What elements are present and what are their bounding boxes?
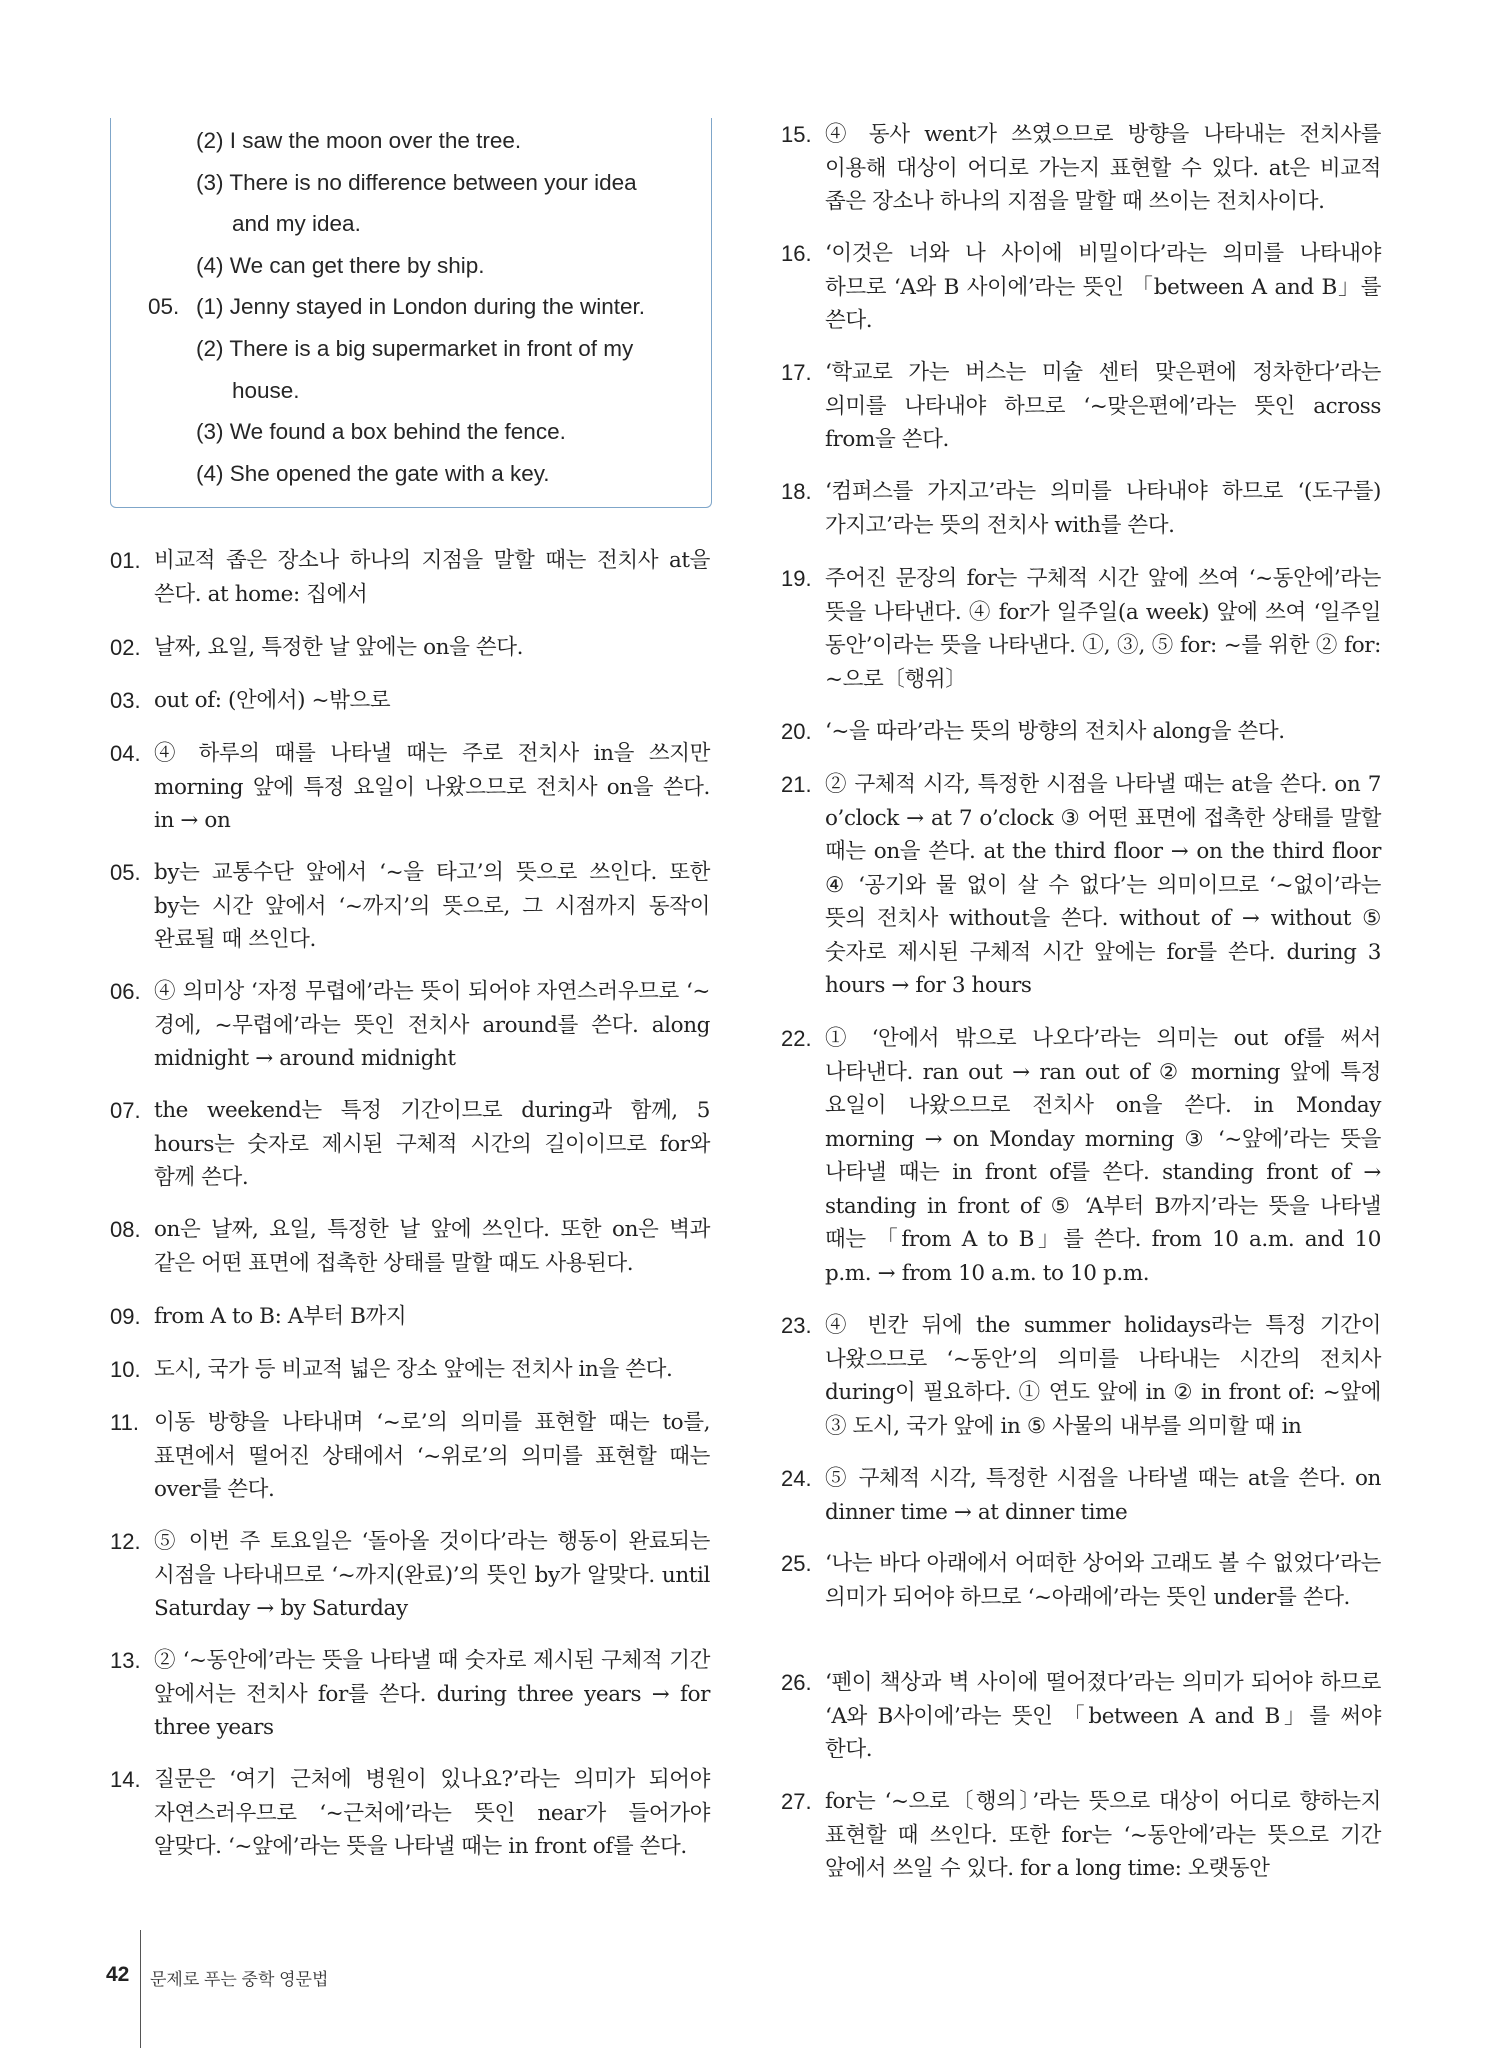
answer-item: [781, 237, 1383, 338]
item-number: 24.: [781, 1466, 812, 1491]
item-text: 도시, 국가 등 비교적 넓은 장소 앞에는 전치사 in을 쓴다.: [154, 1357, 673, 1382]
item-number: 17.: [781, 360, 812, 385]
box-line: [148, 328, 718, 370]
answer-item: [781, 768, 1383, 1003]
answer-item: [781, 356, 1383, 457]
answer-item: [781, 1547, 1383, 1614]
answer-item: [781, 1785, 1383, 1886]
item-number: 10.: [110, 1357, 141, 1382]
box-line: [148, 370, 718, 412]
item-number: 14.: [110, 1767, 141, 1792]
answer-item: [110, 1763, 712, 1864]
answer-item: [781, 1666, 1383, 1767]
answer-item: [110, 1644, 712, 1745]
answer-item: [110, 1406, 712, 1507]
item-number: 15.: [781, 122, 812, 147]
box-line-text: house.: [232, 377, 300, 403]
box-line: [148, 245, 718, 287]
box-line-text: and my idea.: [232, 211, 361, 237]
item-number: 11.: [110, 1410, 139, 1435]
box-line: [148, 120, 718, 162]
answer-item: [110, 1300, 712, 1334]
answer-item: [781, 562, 1383, 696]
item-text: the weekend는 특정 기간이므로 during과 함께, 5 hours는 숫자로 제시된 구체적 시간의 길이이므로 for와 함께 쓴다.: [154, 1098, 710, 1190]
item-number: 01.: [110, 548, 141, 573]
answer-item: [110, 1525, 712, 1626]
item-text: ④ 빈칸 뒤에 the summer holidays라는 특정 기간이 나왔으므로 ‘~동안’의 의미를 나타내는 시간의 전치사 during이 필요하다. ① 연도 앞에 in ② in front of: ~앞에 ③ 도시, 국가 앞에 in ⑤ 사물의 내부를 의미할 때 in: [825, 1313, 1381, 1439]
page-number: 42: [106, 1963, 130, 1986]
item-number: 16.: [781, 241, 812, 266]
item-text: ④ 의미상 ‘자정 무렵에’라는 뜻이 되어야 자연스러우므로 ‘~경에, ~무렵에’라는 뜻인 전치사 around를 쓴다. along midnight → around midnight: [154, 979, 710, 1071]
item-text: by는 교통수단 앞에서 ‘~을 타고’의 뜻으로 쓰인다. 또한 by는 시간 앞에서 ‘~까지’의 뜻으로, 그 시점까지 동작이 완료될 때 쓰인다.: [154, 860, 710, 952]
item-text: ‘나는 바다 아래에서 어떠한 상어와 고래도 볼 수 없었다’라는 의미가 되어야 하므로 ‘~아래에’라는 뜻인 under를 쓴다.: [825, 1551, 1381, 1610]
answer-item: [110, 631, 712, 665]
box-line-text: (3) There is no difference between your idea: [196, 169, 637, 195]
box-line-text: (2) There is a big supermarket in front of my: [196, 335, 634, 361]
box-line-text: (3) We found a box behind the fence.: [196, 419, 566, 445]
box-line: [148, 453, 718, 495]
footer-divider: [140, 1930, 141, 2048]
item-text: 날짜, 요일, 특정한 날 앞에는 on을 쓴다.: [154, 635, 524, 660]
box-line-text: (4) We can get there by ship.: [196, 252, 485, 278]
answer-box: [148, 120, 718, 494]
box-line: [148, 162, 718, 204]
answer-item: [781, 118, 1383, 219]
item-text: ‘컴퍼스를 가지고’라는 의미를 나타내야 하므로 ‘(도구를) 가지고’라는 뜻의 전치사 with를 쓴다.: [825, 479, 1381, 538]
item-text: 비교적 좁은 장소나 하나의 지점을 말할 때는 전치사 at을 쓴다. at home: 집에서: [154, 548, 710, 607]
item-number: 20.: [781, 719, 812, 744]
item-number: 09.: [110, 1304, 141, 1329]
item-number: 18.: [781, 479, 812, 504]
box-line: [148, 411, 718, 453]
answer-item: [110, 856, 712, 957]
item-text: ⑤ 이번 주 토요일은 ‘돌아올 것이다’라는 행동이 완료되는 시점을 나타내므로 ‘~까지(완료)’의 뜻인 by가 알맞다. until Saturday → by Saturday: [154, 1529, 710, 1621]
answer-item: [110, 737, 712, 838]
answer-item: [781, 1022, 1383, 1290]
answer-item: [110, 544, 712, 611]
item-number: 27.: [781, 1789, 812, 1814]
item-number: 02.: [110, 635, 141, 660]
item-text: out of: (안에서) ~밖으로: [154, 688, 391, 713]
item-text: 이동 방향을 나타내며 ‘~로’의 의미를 표현할 때는 to를, 표면에서 떨어진 상태에서 ‘~위로’의 의미를 표현할 때는 over를 쓴다.: [154, 1410, 710, 1502]
item-number: 08.: [110, 1217, 141, 1242]
item-text: for는 ‘~으로〔행의〕’라는 뜻으로 대상이 어디로 향하는지 표현할 때 쓰인다. 또한 for는 ‘~동안에’라는 뜻으로 기간 앞에서 쓰일 수 있다. for a long time: 오랫동안: [825, 1789, 1381, 1881]
item-number: 12.: [110, 1529, 141, 1554]
item-text: ② ‘~동안에’라는 뜻을 나타낼 때 숫자로 제시된 구체적 기간 앞에서는 전치사 for를 쓴다. during three years → for three years: [154, 1648, 710, 1740]
box-line: [148, 286, 718, 328]
box-line-text: (4) She opened the gate with a key.: [196, 460, 550, 486]
item-number: 13.: [110, 1648, 141, 1673]
answer-item: [110, 975, 712, 1076]
item-text: ④ 동사 went가 쓰였으므로 방향을 나타내는 전치사를 이용해 대상이 어디로 가는지 표현할 수 있다. at은 비교적 좁은 장소나 하나의 지점을 말할 때 쓰이는 전치사이다.: [825, 122, 1381, 214]
item-text: ‘이것은 너와 나 사이에 비밀이다’라는 의미를 나타내야 하므로 ‘A와 B 사이에’라는 뜻인 「between A and B」를 쓴다.: [825, 241, 1381, 333]
item-number: 03.: [110, 688, 141, 713]
answer-item: [781, 1462, 1383, 1529]
item-text: ① ‘안에서 밖으로 나오다’라는 의미는 out of를 써서 나타낸다. ran out → ran out of ② morning 앞에 특정 요일이 나왔으므로 전치사 on을 쓴다. in Monday morning → on Monday morning ③ ‘~앞에’라는 뜻을 나타낼 때는 in front of를 쓴다. standing front of → standing in front of ⑤ ‘A부터 B까지’라는 뜻을 나타낼 때는 「from A to B」를 쓴다. from 10 a.m. and 10 p.m. → from 10 a.m. to 10 p.m.: [825, 1026, 1381, 1286]
item-number: 07.: [110, 1098, 141, 1123]
item-number: 19.: [781, 566, 812, 591]
answer-item: [781, 715, 1383, 749]
item-number: 23.: [781, 1313, 812, 1338]
box-line-number: 05.: [148, 294, 180, 320]
item-text: ‘학교로 가는 버스는 미술 센터 맞은편에 정차한다’라는 의미를 나타내야 하므로 ‘~맞은편에’라는 뜻인 across from을 쓴다.: [825, 360, 1381, 452]
answer-item: [110, 1094, 712, 1195]
item-number: 25.: [781, 1551, 812, 1576]
box-line: [148, 203, 718, 245]
box-line-text: (2) I saw the moon over the tree.: [196, 128, 522, 153]
item-number: 06.: [110, 979, 141, 1004]
item-number: 21.: [781, 772, 812, 797]
item-number: 04.: [110, 741, 141, 766]
answer-item: [110, 1213, 712, 1280]
item-text: ‘~을 따라’라는 뜻의 방향의 전치사 along을 쓴다.: [825, 719, 1285, 744]
answer-item: [781, 1309, 1383, 1443]
item-text: 질문은 ‘여기 근처에 병원이 있나요?’라는 의미가 되어야 자연스러우므로 ‘~근처에’라는 뜻인 near가 들어가야 알맞다. ‘~앞에’라는 뜻을 나타낼 때는 in front of를 쓴다.: [154, 1767, 710, 1859]
item-text: ‘펜이 책상과 벽 사이에 떨어졌다’라는 의미가 되어야 하므로 ‘A와 B사이에’라는 뜻인 「between A and B」를 써야 한다.: [825, 1670, 1381, 1762]
item-number: 05.: [110, 860, 141, 885]
item-text: ⑤ 구체적 시각, 특정한 시점을 나타낼 때는 at을 쓴다. on dinner time → at dinner time: [825, 1466, 1381, 1525]
item-text: ④ 하루의 때를 나타낼 때는 주로 전치사 in을 쓰지만 morning 앞에 특정 요일이 나왔으므로 전치사 on을 쓴다. in → on: [154, 741, 710, 833]
item-text: 주어진 문장의 for는 구체적 시간 앞에 쓰여 ‘~동안에’라는 뜻을 나타낸다. ④ for가 일주일(a week) 앞에 쓰여 ‘일주일 동안’이라는 뜻을 나타낸다. ①, ③, ⑤ for: ~를 위한 ② for: ~으로〔행위〕: [825, 566, 1381, 692]
answer-item: [110, 684, 712, 718]
book-title: 문제로 푸는 중학 영문법: [150, 1970, 329, 1989]
answer-item: [110, 1353, 712, 1387]
item-text: on은 날짜, 요일, 특정한 날 앞에 쓰인다. 또한 on은 벽과 같은 어떤 표면에 접촉한 상태를 말할 때도 사용된다.: [154, 1217, 710, 1276]
item-number: 22.: [781, 1026, 812, 1051]
answer-item: [781, 475, 1383, 542]
box-line-text: (1) Jenny stayed in London during the winter.: [196, 294, 646, 320]
item-text: from A to B: A부터 B까지: [154, 1304, 407, 1329]
item-number: 26.: [781, 1670, 812, 1695]
item-text: ② 구체적 시각, 특정한 시점을 나타낼 때는 at을 쓴다. on 7 o’clock → at 7 o’clock ③ 어떤 표면에 접촉한 상태를 말할 때는 on을 쓴다. at the third floor → on the third floor ④ ‘공기와 물 없이 살 수 없다’는 의미이므로 ‘~없이’라는 뜻의 전치사 without을 쓴다. without of → without ⑤ 숫자로 제시된 구체적 시간 앞에는 for를 쓴다. during 3 hours → for 3 hours: [825, 772, 1381, 998]
